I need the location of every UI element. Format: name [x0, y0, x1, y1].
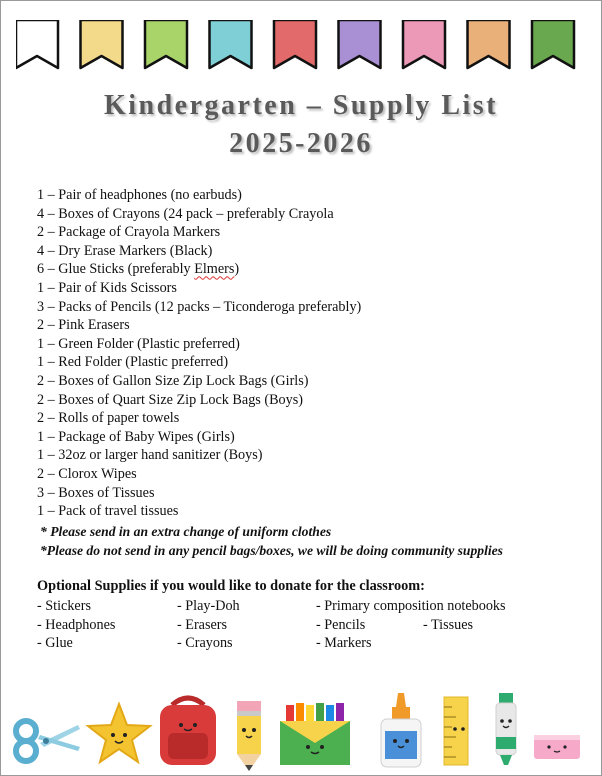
pennant-flag	[16, 20, 58, 68]
list-item: 1 – Pair of headphones (no earbuds)	[37, 187, 242, 203]
list-item: 6 – Glue Sticks (preferably Elmers)	[37, 261, 240, 278]
list-item: 2 – Rolls of paper towels	[37, 410, 180, 427]
pennant-flag	[145, 20, 187, 68]
optional-item: - Crayons	[177, 635, 233, 651]
pennant-flag	[403, 20, 445, 68]
list-item: 1 – Package of Baby Wipes (Girls)	[37, 428, 235, 445]
backpack-icon	[160, 698, 216, 765]
pencil-bag-note: *Please do not send in any pencil bags/boxes, we will be doing community supplies	[40, 543, 503, 558]
star-icon	[88, 704, 150, 762]
optional-title: Optional Supplies if you would like to donate for the classroom:	[37, 578, 425, 594]
pennant-flag	[274, 20, 316, 68]
list-item: 1 – 32oz or larger hand sanitizer (Boys)	[37, 447, 263, 464]
optional-item: - Glue	[37, 635, 73, 651]
list-item: 1 – Pair of Kids Scissors	[37, 279, 177, 296]
list-item: 2 – Clorox Wipes	[37, 465, 137, 482]
pencil-icon	[237, 701, 261, 771]
optional-item: - Markers	[316, 635, 372, 651]
optional-item: - Headphones	[37, 617, 116, 633]
supply-list	[37, 186, 577, 521]
pennant-banner	[16, 20, 586, 72]
list-item: 2 – Package of Crayola Markers	[37, 224, 221, 241]
uniform-note: * Please send in an extra change of uniform clothes	[40, 524, 332, 539]
pennant-flag	[210, 20, 252, 68]
optional-item: - Pencils	[316, 617, 366, 633]
list-item: 1 – Red Folder (Plastic preferred)	[37, 354, 229, 371]
pennant-flag	[339, 20, 381, 68]
list-item: 4 – Dry Erase Markers (Black)	[37, 242, 213, 259]
list-item: 1 – Green Folder (Plastic preferred)	[37, 335, 240, 352]
optional-item: - Stickers	[37, 598, 91, 614]
optional-item: - Primary composition notebooks	[316, 598, 506, 614]
list-item: 2 – Boxes of Gallon Size Zip Lock Bags (Girls)	[37, 372, 309, 389]
list-item: 3 – Boxes of Tissues	[37, 484, 155, 501]
list-item: 2 – Pink Erasers	[37, 317, 130, 334]
spellcheck-word: Elmers	[194, 261, 235, 278]
pennant-flag	[81, 20, 123, 68]
marker-icon	[496, 693, 516, 765]
school-year: 2025-2026	[229, 128, 373, 159]
ruler-icon	[444, 697, 468, 765]
optional-item: - Tissues	[423, 617, 474, 633]
list-item: 4 – Boxes of Crayons (24 pack – preferably Crayola	[37, 205, 334, 222]
list-item: 2 – Boxes of Quart Size Zip Lock Bags (Boys)	[37, 391, 303, 408]
school-supplies-illustration	[0, 685, 602, 775]
list-item: 1 – Pack of travel tissues	[37, 503, 179, 520]
pennant-flag	[468, 20, 510, 68]
glue-bottle-icon	[381, 693, 421, 767]
eraser-icon	[534, 735, 580, 759]
optional-item: - Erasers	[177, 617, 228, 633]
list-item: 3 – Packs of Pencils (12 packs – Ticonderoga preferably)	[37, 298, 362, 315]
optional-item: - Play-Doh	[177, 598, 240, 614]
pennant-flag	[532, 20, 574, 68]
scissors-icon	[16, 721, 80, 761]
crayon-box-icon	[280, 703, 350, 765]
page-title: Kindergarten – Supply List	[103, 90, 499, 121]
